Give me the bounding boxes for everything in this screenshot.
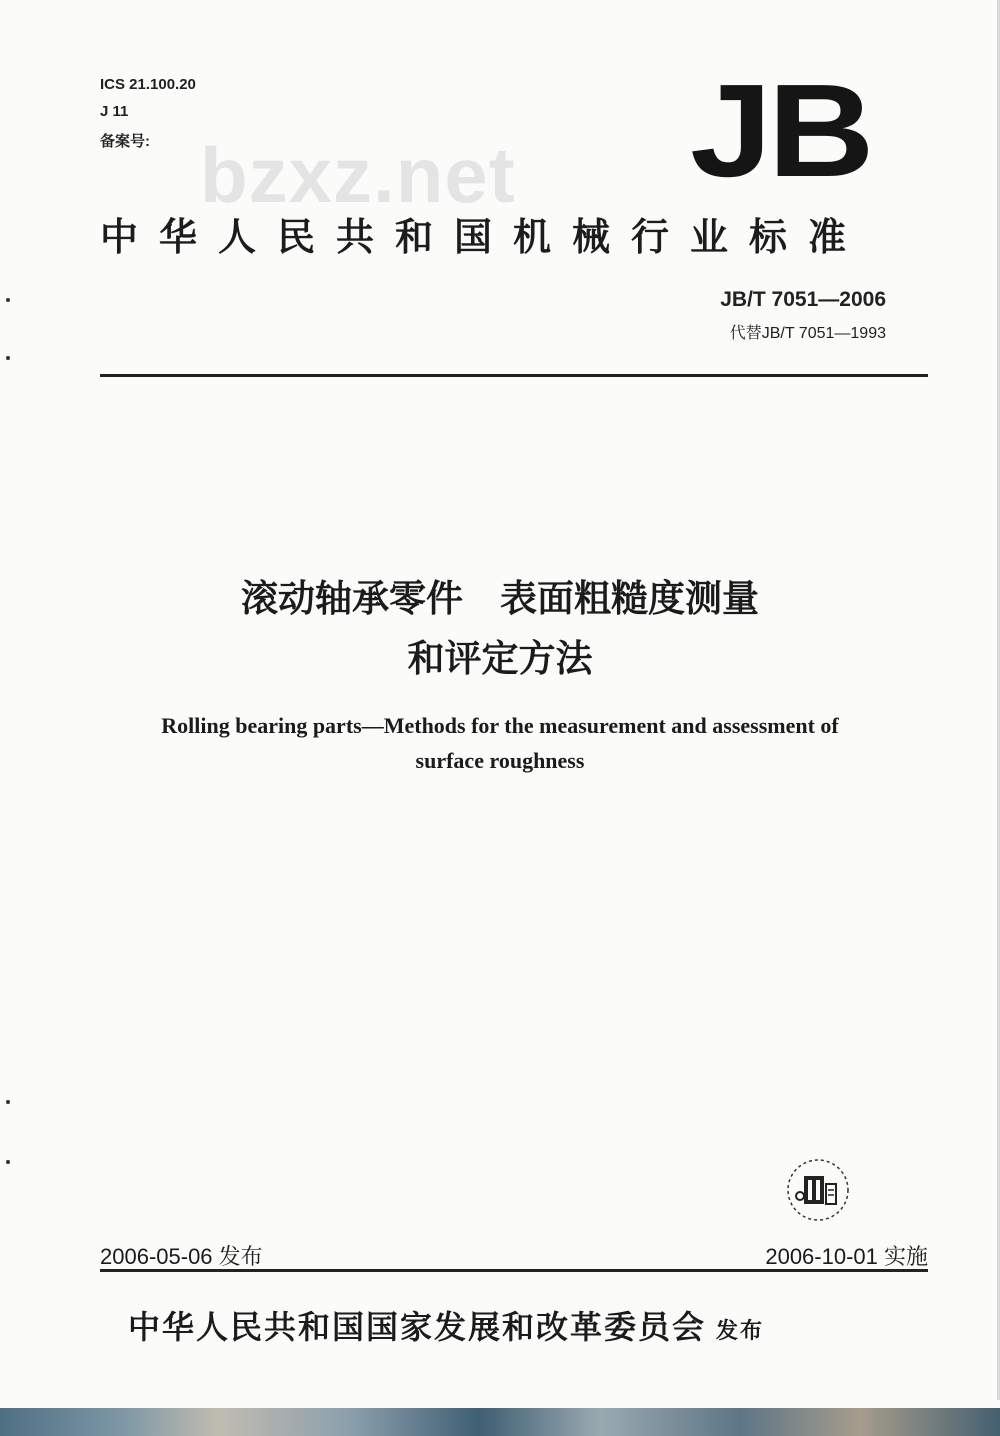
scan-speck — [6, 1160, 10, 1164]
implement-date: 2006-10-01 实施 — [765, 1244, 928, 1269]
issuer — [128, 1302, 764, 1348]
standard-number — [720, 288, 886, 312]
publisher-seal-icon — [776, 1150, 866, 1230]
scan-speck — [6, 356, 10, 360]
jb-logo: JB — [690, 57, 871, 204]
scan-speck — [6, 1100, 10, 1104]
standard-number-text: JB/T 7051—2006 — [720, 288, 886, 311]
ics-code: ICS 21.100.20 — [100, 76, 196, 93]
publish-date: 2006-05-06 发布 — [100, 1244, 263, 1269]
bottom-divider — [100, 1269, 928, 1272]
industry-title: 中华人民共和国机械行业标准 — [100, 215, 868, 259]
title-cn-line2: 和评定方法 — [407, 637, 593, 680]
replaces-standard: 代替JB/T 7051—1993 — [729, 325, 886, 342]
title-cn-line1: 滚动轴承零件 表面粗糙度测量 — [241, 577, 759, 620]
top-divider — [100, 374, 928, 377]
title-en-line2: surface roughness — [415, 748, 585, 773]
record-label: 备案号: — [100, 133, 150, 150]
title-en-line1: Rolling bearing parts—Methods for the measurement and assessment of — [161, 713, 839, 738]
issuer-name: 中华人民共和国国家发展和改革委员会 — [128, 1308, 707, 1346]
next-page-strip — [0, 1408, 1000, 1436]
issuer-action: 发布 — [716, 1319, 765, 1344]
scan-speck — [6, 298, 10, 302]
class-code: J 11 — [100, 103, 129, 120]
watermark: bzxz.net — [200, 131, 516, 219]
